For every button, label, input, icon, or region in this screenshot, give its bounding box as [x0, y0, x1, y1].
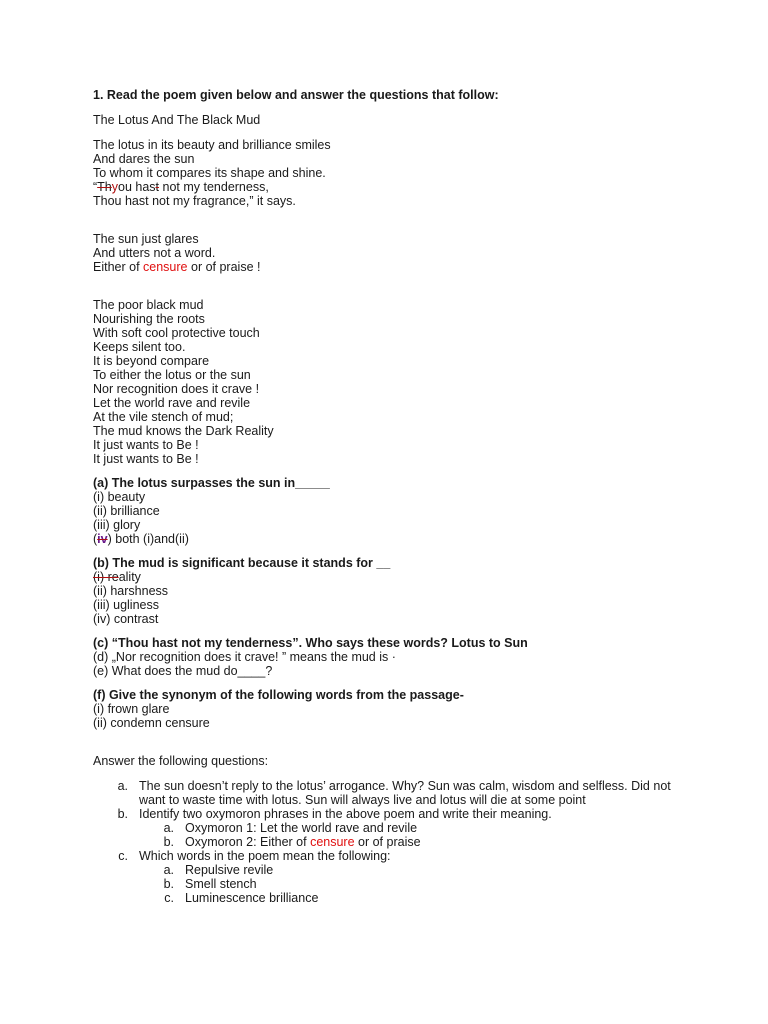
- question-e: (e) What does the mud do____?: [93, 664, 273, 678]
- list-number: b.: [117, 807, 128, 821]
- poem-line: At the vile stench of mud;: [93, 410, 234, 424]
- list-number: c.: [164, 891, 174, 905]
- question-heading: [93, 636, 713, 650]
- answer-text: Identify two oxymoron phrases in the above poem and write their meaning.: [139, 807, 552, 821]
- question-a: [93, 476, 713, 546]
- option: (ii) brilliance: [93, 504, 160, 518]
- question-c: [93, 636, 713, 650]
- line-text: Oxymoron 2: Either of: [185, 835, 311, 849]
- list-number: b.: [163, 877, 174, 891]
- poem-line: Nor recognition does it crave !: [93, 382, 260, 396]
- poem-stanza-1: [93, 138, 713, 208]
- sub-list-b: [93, 821, 713, 849]
- question-text: (c) “Thou hast not my tenderness”. Who says these words?: [93, 636, 448, 650]
- question-f: [93, 688, 713, 730]
- question-b: [93, 556, 713, 626]
- question-heading: (a) The lotus surpasses the sun in_____: [93, 476, 330, 490]
- list-number: a.: [163, 863, 174, 877]
- line-text: or of praise !: [187, 260, 261, 274]
- answer-text: Which words in the poem mean the following:: [139, 849, 391, 863]
- poem-line: The lotus in its beauty and brilliance smiles: [93, 138, 331, 152]
- answer-list: [93, 779, 713, 905]
- poem-line: And dares the sun: [93, 152, 195, 166]
- poem-stanza-2: [93, 232, 713, 274]
- answer-item-c: [93, 849, 713, 863]
- sub-item-text: [185, 835, 421, 849]
- list-number: c.: [118, 849, 128, 863]
- sub-item-text: Luminescence brilliance: [185, 891, 319, 905]
- answer-section-heading: Answer the following questions:: [93, 754, 269, 768]
- poem-line: The poor black mud: [93, 298, 204, 312]
- struck-text: Th: [97, 180, 112, 194]
- poem-line: The sun just glares: [93, 232, 199, 246]
- sub-item: [139, 835, 713, 849]
- line-text: Either of: [93, 260, 144, 274]
- option-text: ) both (i)and(ii): [107, 532, 189, 546]
- line-text: ou has: [118, 180, 156, 194]
- document-page: [93, 88, 713, 905]
- question-heading: (b) The mud is significant because it stands for __: [93, 556, 391, 570]
- option-selected: [93, 532, 713, 546]
- poem-line: To whom it compares its shape and shine.: [93, 166, 326, 180]
- poem-line: Thou hast not my fragrance,” it says.: [93, 194, 296, 208]
- line-text: not my tenderness,: [159, 180, 269, 194]
- option: (iv) contrast: [93, 612, 159, 626]
- synonym-item: (ii) condemn censure: [93, 716, 210, 730]
- poem-line: Let the world rave and revile: [93, 396, 251, 410]
- poem-line: It is beyond compare: [93, 354, 210, 368]
- sub-item: [139, 863, 713, 877]
- poem-line: And utters not a word.: [93, 246, 216, 260]
- question-d: (d) „Nor recognition does it crave! ” means the mud is ·: [93, 650, 396, 664]
- poem-stanza-3: [93, 298, 713, 466]
- option-text: ality: [118, 570, 141, 584]
- sub-item-text: Smell stench: [185, 877, 257, 891]
- sub-item-text: Repulsive revile: [185, 863, 274, 877]
- answer-text: Lotus to Sun: [447, 636, 528, 650]
- poem-line: Nourishing the roots: [93, 312, 205, 326]
- sub-item: [139, 891, 713, 905]
- option: (iii) ugliness: [93, 598, 159, 612]
- poem-line: Keeps silent too.: [93, 340, 186, 354]
- struck-text: (i) re: [93, 570, 119, 584]
- poem-line-edited: [93, 180, 713, 194]
- list-number: a.: [163, 821, 174, 835]
- sub-list-c: [93, 863, 713, 905]
- open-quote: “: [93, 180, 98, 194]
- option: (i) beauty: [93, 490, 146, 504]
- struck-text: t: [155, 180, 160, 194]
- poem-line: [93, 260, 713, 274]
- list-number: a.: [117, 779, 128, 793]
- question-1-heading: 1. Read the poem given below and answer the questions that follow:: [93, 88, 499, 102]
- answer-item-a: [93, 779, 713, 807]
- sub-item: [139, 821, 713, 835]
- option: (ii) harshness: [93, 584, 169, 598]
- option-text: (: [93, 532, 98, 546]
- poem-line: To either the lotus or the sun: [93, 368, 251, 382]
- option-selected: [93, 570, 713, 584]
- sub-item: [139, 877, 713, 891]
- question-heading: (f) Give the synonym of the following words from the passage-: [93, 688, 464, 702]
- answer-text: The sun doesn’t reply to the lotus’ arrogance. Why? Sun was calm, wisdom and selfless. Did not want to waste time with lotus. Sun will always live and lotus will die at some point: [139, 779, 671, 807]
- list-number: b.: [163, 835, 174, 849]
- poem-line: It just wants to Be !: [93, 438, 199, 452]
- poem-line: The mud knows the Dark Reality: [93, 424, 274, 438]
- poem-title: The Lotus And The Black Mud: [93, 113, 261, 127]
- line-text: or of praise: [354, 835, 421, 849]
- highlighted-word: censure: [143, 260, 188, 274]
- inserted-text: y: [111, 180, 119, 194]
- option: (iii) glory: [93, 518, 141, 532]
- answer-item-b: [93, 807, 713, 821]
- sub-item-text: Oxymoron 1: Let the world rave and revile: [185, 821, 418, 835]
- checkmark-annotation: iv: [97, 532, 108, 546]
- highlighted-word: censure: [310, 835, 355, 849]
- poem-line: With soft cool protective touch: [93, 326, 260, 340]
- synonym-item: (i) frown glare: [93, 702, 170, 716]
- poem-line: It just wants to Be !: [93, 452, 199, 466]
